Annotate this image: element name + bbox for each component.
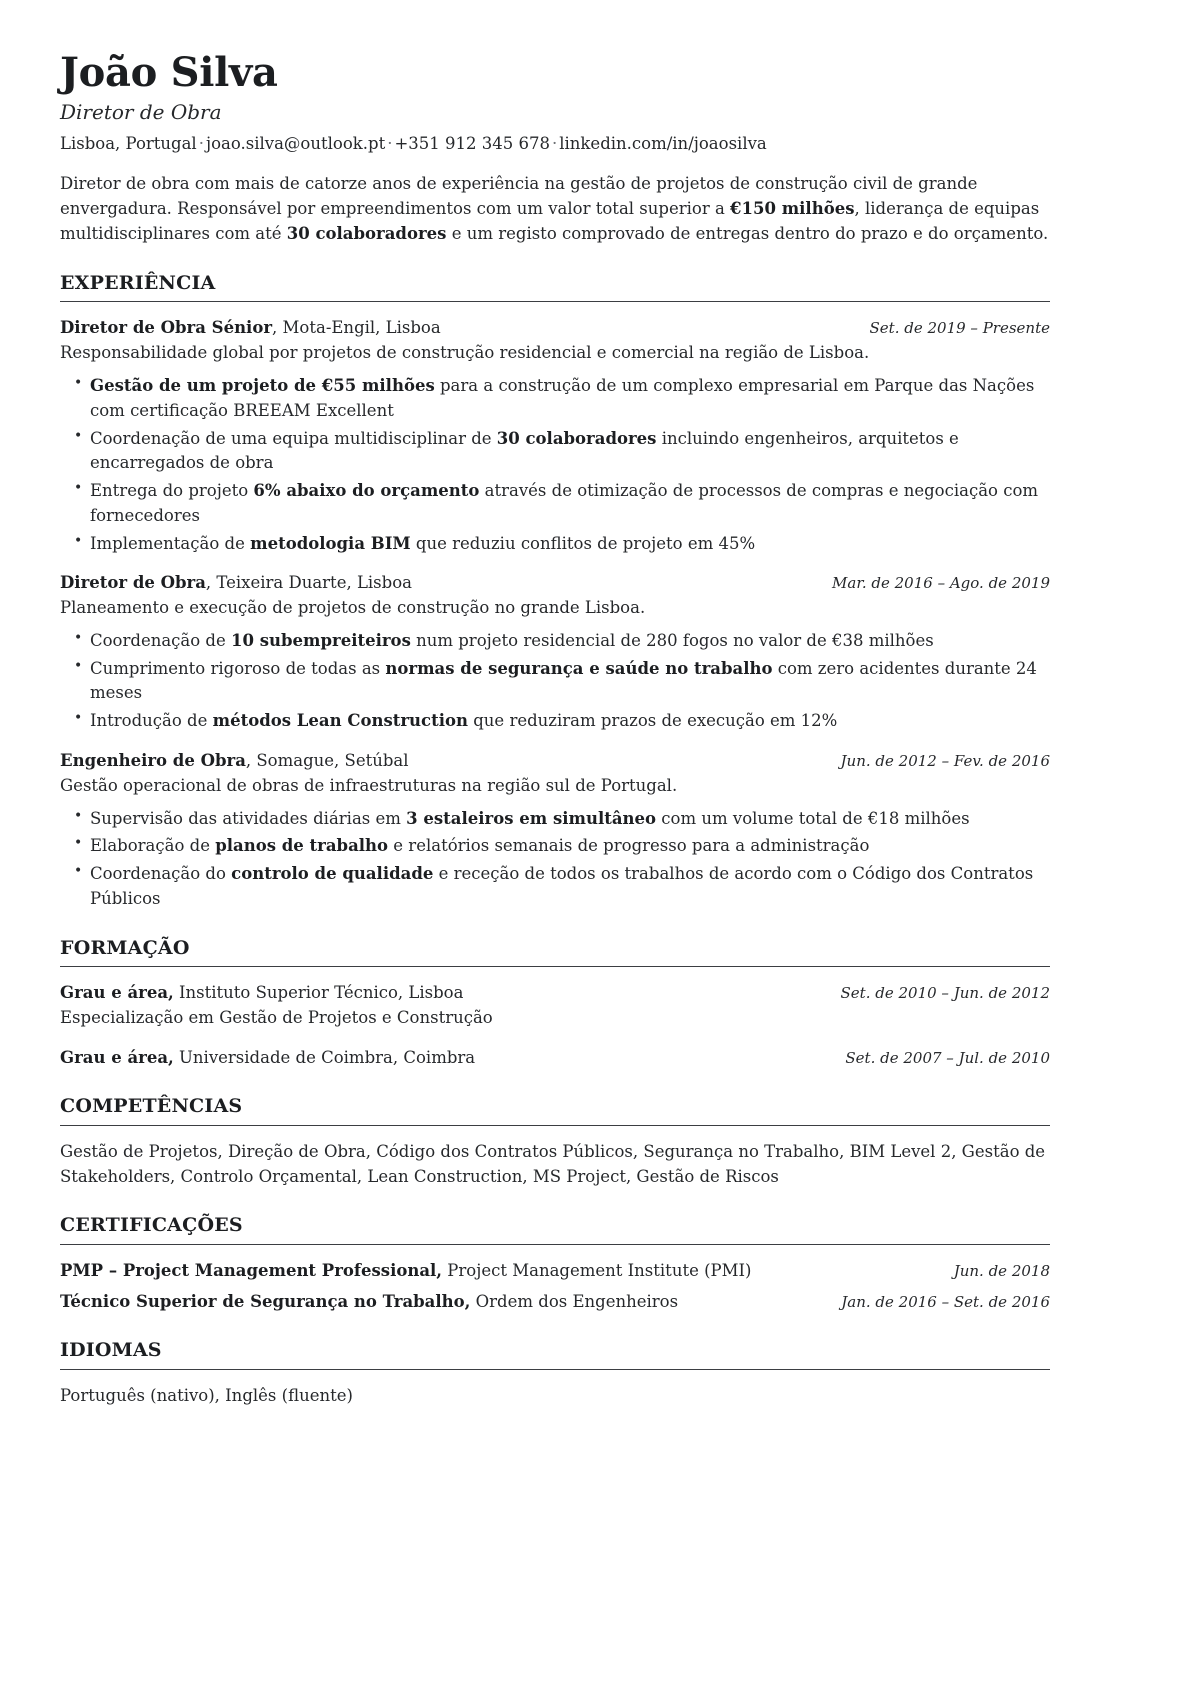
entry-header xyxy=(60,1046,1050,1070)
certification-entries xyxy=(60,1259,1050,1314)
resume-header xyxy=(60,49,1050,247)
resume-entry xyxy=(60,571,1050,734)
section-divider xyxy=(60,1125,1050,1126)
skills-list: Gestão de Projetos, Direção de Obra, Código dos Contratos Públicos, Segurança no Trabalho, BIM Level 2, Gestão de Stakeholders, Controlo Orçamental, Lean Construction, MS Project, Gestão de Riscos xyxy=(60,1141,1046,1186)
certification-title: Técnico Superior de Segurança no Trabalho, Ordem dos Engenheiros xyxy=(60,1292,679,1312)
certification-row xyxy=(60,1290,1050,1314)
bullet-item: • Supervisão das atividades diárias em 3 estaleiros em simultâneo com um volume total de €18 milhões xyxy=(60,807,1050,832)
candidate-name: João Silva xyxy=(60,49,278,96)
contact-email[interactable]: joao.silva@outlook.pt xyxy=(205,134,386,153)
professional-summary: Diretor de obra com mais de catorze anos de experiência na gestão de projetos de construção civil de grande envergadura. Responsável por empreendimentos com um valor total superior a €150 milhões, liderança de equipas multidisciplinares com até 30 colaboradores e um registo comprovado de entregas dentro do prazo e do orçamento. xyxy=(60,174,1049,244)
entry-summary: Especialização em Gestão de Projetos e Construção xyxy=(60,1008,493,1028)
resume-content xyxy=(60,49,1050,1409)
certification-date: Jun. de 2018 xyxy=(953,1262,1050,1281)
entry-bullets xyxy=(60,374,1050,556)
entry-date: Set. de 2019 – Presente xyxy=(869,319,1050,338)
section-languages xyxy=(60,1340,1050,1409)
section-experience xyxy=(60,273,1050,912)
entry-summary: Responsabilidade global por projetos de construção residencial e comercial na região de Lisboa. xyxy=(60,343,870,363)
entry-date: Jun. de 2012 – Fev. de 2016 xyxy=(840,751,1050,770)
entry-header xyxy=(60,749,1050,773)
entry-summary: Planeamento e execução de projetos de construção no grande Lisboa. xyxy=(60,598,646,618)
section-divider xyxy=(60,966,1050,967)
entry-header xyxy=(60,316,1050,340)
section-divider xyxy=(60,1244,1050,1245)
contact-line xyxy=(60,133,1050,155)
entry-date: Mar. de 2016 – Ago. de 2019 xyxy=(832,574,1050,593)
entry-header xyxy=(60,571,1050,595)
certification-title: PMP – Project Management Professional, Project Management Institute (PMI) xyxy=(60,1261,752,1281)
section-divider xyxy=(60,301,1050,302)
entry-title: Diretor de Obra, Teixeira Duarte, Lisboa xyxy=(60,573,412,593)
section-title-education: FORMAÇÃO xyxy=(60,936,190,959)
contact-linkedin[interactable]: linkedin.com/in/joaosilva xyxy=(559,134,767,153)
bullet-item: • Implementação de metodologia BIM que reduziu conflitos de projeto em 45% xyxy=(60,532,1050,557)
entry-date: Set. de 2010 – Jun. de 2012 xyxy=(840,984,1050,1003)
bullet-item: • Coordenação de 10 subempreiteiros num projeto residencial de 280 fogos no valor de €38 milhões xyxy=(60,629,1050,654)
bullet-item: • Coordenação do controlo de qualidade e receção de todos os trabalhos de acordo com o Código dos Contratos Públicos xyxy=(60,862,1050,912)
entry-summary: Gestão operacional de obras de infraestruturas na região sul de Portugal. xyxy=(60,775,678,795)
bullet-item: • Introdução de métodos Lean Construction que reduziram prazos de execução em 12% xyxy=(60,709,1050,734)
bullet-item: • Coordenação de uma equipa multidisciplinar de 30 colaboradores incluindo engenheiros, arquitetos e encarregados de obra xyxy=(60,427,1050,477)
bullet-item: • Gestão de um projeto de €55 milhões para a construção de um complexo empresarial em Parque das Nações com certificação BREEAM Excellent xyxy=(60,374,1050,424)
resume-entry xyxy=(60,749,1050,912)
entry-title: Grau e área, Instituto Superior Técnico, Lisboa xyxy=(60,983,464,1003)
entry-bullets xyxy=(60,807,1050,912)
experience-entries xyxy=(60,316,1050,911)
section-title-languages: IDIOMAS xyxy=(60,1339,162,1362)
entry-bullets xyxy=(60,629,1050,734)
bullet-item: • Elaboração de planos de trabalho e relatórios semanais de progresso para a administração xyxy=(60,834,1050,859)
section-skills xyxy=(60,1096,1050,1189)
entry-title: Engenheiro de Obra, Somague, Setúbal xyxy=(60,750,409,770)
section-title-experience: EXPERIÊNCIA xyxy=(60,271,216,294)
education-entries xyxy=(60,981,1050,1070)
languages-list: Português (nativo), Inglês (fluente) xyxy=(60,1385,353,1405)
bullet-item: • Cumprimento rigoroso de todas as normas de segurança e saúde no trabalho com zero acidentes durante 24 meses xyxy=(60,657,1050,707)
section-certifications xyxy=(60,1215,1050,1314)
candidate-role: Diretor de Obra xyxy=(60,100,222,124)
section-title-skills: COMPETÊNCIAS xyxy=(60,1095,243,1118)
entry-header xyxy=(60,981,1050,1005)
entry-date: Set. de 2007 – Jul. de 2010 xyxy=(845,1049,1050,1068)
resume-entry xyxy=(60,316,1050,556)
resume-entry xyxy=(60,981,1050,1031)
entry-title: Grau e área, Universidade de Coimbra, Coimbra xyxy=(60,1048,476,1068)
entry-title: Diretor de Obra Sénior, Mota-Engil, Lisboa xyxy=(60,318,441,338)
contact-separator-2: · xyxy=(387,134,393,153)
contact-separator-1: · xyxy=(198,134,204,153)
contact-separator-3: · xyxy=(552,134,558,153)
certification-date: Jan. de 2016 – Set. de 2016 xyxy=(841,1293,1050,1312)
section-divider xyxy=(60,1369,1050,1370)
resume-entry xyxy=(60,1046,1050,1070)
section-education xyxy=(60,938,1050,1070)
certification-row xyxy=(60,1259,1050,1283)
section-title-certifications: CERTIFICAÇÕES xyxy=(60,1214,243,1237)
contact-location: Lisboa, Portugal xyxy=(60,134,197,153)
bullet-item: • Entrega do projeto 6% abaixo do orçamento através de otimização de processos de compras e negociação com fornecedores xyxy=(60,479,1050,529)
contact-phone[interactable]: +351 912 345 678 xyxy=(394,134,550,153)
